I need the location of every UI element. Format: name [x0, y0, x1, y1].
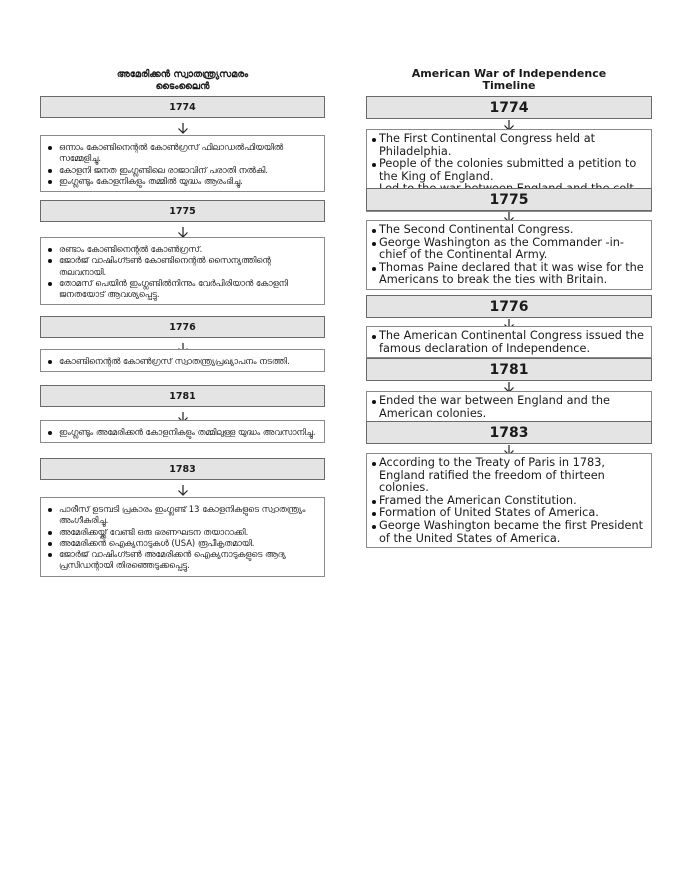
event-item: People of the colonies submitted a petition to the King of England. [371, 158, 647, 183]
event-item: George Washington became the first President of the United States of America. [371, 520, 647, 545]
left-year-1781: 1781 [40, 385, 325, 407]
event-list [47, 427, 316, 438]
event-list [371, 395, 647, 420]
right-events-box-1776 [366, 326, 652, 358]
event-item: അമേരിക്കൻ ഐക്യനാടുകൾ (USA) രൂപീകൃതമായി. [47, 538, 316, 549]
right-events-box-1781 [366, 391, 652, 423]
event-item: അമേരിക്കയ്ക്ക് വേണ്ടി ഒരു ഭരണഘടന തയാറാക്കി. [47, 527, 316, 538]
english-title-line2: Timeline [482, 79, 536, 92]
left-year-1774: 1774 [40, 96, 325, 118]
event-list [371, 224, 647, 287]
english-title-line1: American War of Independence [411, 67, 607, 80]
right-year-1783: 1783 [366, 421, 652, 444]
event-item: The First Continental Congress held at Philadelphia. [371, 133, 647, 158]
left-events-box-1781 [40, 420, 325, 443]
event-item: Thomas Paine declared that it was wise for the Americans to break the ties with Britain. [371, 262, 647, 287]
event-item: The American Continental Congress issued the famous declaration of Independence. [371, 330, 647, 355]
event-item: തോമസ് പെയിൻ ഇംഗ്ലണ്ടിൽനിന്നും വേർപിരിയാൻ കോളനി ജനതയോട് ആവശ്യപ്പെട്ടു. [47, 278, 316, 301]
left-year-1783: 1783 [40, 458, 325, 480]
event-list [47, 504, 316, 572]
event-item: കോളനി ജനത ഇംഗ്ലണ്ടിലെ രാജാവിന് പരാതി നൽകി. [47, 165, 316, 176]
left-events-box-1775 [40, 237, 325, 305]
event-list [47, 356, 316, 367]
event-item: Framed the American Constitution. [371, 495, 647, 508]
down-arrow-icon [176, 485, 190, 496]
left-events-box-1783 [40, 497, 325, 577]
right-year-1776: 1776 [366, 295, 652, 318]
event-list [371, 330, 647, 355]
event-item: ഇംഗ്ലണ്ടും കോളനികളും തമ്മിൽ യുദ്ധം ആരംഭിച്ചു. [47, 176, 316, 187]
left-year-1776: 1776 [40, 316, 325, 338]
event-item: The Second Continental Congress. [371, 224, 647, 237]
left-events-box-1776 [40, 349, 325, 372]
right-events-box-1775 [366, 220, 652, 290]
event-item: ജോർജ് വാഷിംഗ്ടൺ അമേരിക്കൻ ഐക്യനാടുകളുടെ ആദ്യ പ്രസിഡന്റായി തിരഞ്ഞെടുക്കപ്പെട്ടു. [47, 549, 316, 572]
event-list [47, 142, 316, 187]
right-events-box-1783 [366, 453, 652, 548]
malayalam-title-line2: ടൈംലൈൻ [155, 81, 210, 92]
left-year-1775: 1775 [40, 200, 325, 222]
event-item: രണ്ടാം കോണ്ടിനെന്റൽ കോൺഗ്രസ്. [47, 244, 316, 255]
right-year-1775: 1775 [366, 188, 652, 211]
left-events-box-1774 [40, 135, 325, 192]
event-item: ഇംഗ്ലണ്ടും അമേരിക്കൻ കോളനികളും തമ്മിലുള്ള യുദ്ധം അവസാനിച്ചു. [47, 427, 316, 438]
event-item: Ended the war between England and the American colonies. [371, 395, 647, 420]
right-year-1774: 1774 [366, 96, 652, 119]
event-list [47, 244, 316, 300]
event-item: George Washington as the Commander -in- chief of the Continental Army. [371, 237, 647, 262]
right-year-1781: 1781 [366, 358, 652, 381]
event-item: According to the Treaty of Paris in 1783, England ratified the freedom of thirteen colonies. [371, 457, 647, 495]
event-item: ജോർജ് വാഷിംഗ്ടൺ കോണ്ടിനെന്റൽ സൈന്യത്തിന്റെ തലവനായി. [47, 255, 316, 278]
event-item: Formation of United States of America. [371, 507, 647, 520]
event-item: പാരീസ് ഉടമ്പടി പ്രകാരം ഇംഗ്ലണ്ട് 13 കോളനികളുടെ സ്വാതന്ത്ര്യം അംഗീകരിച്ചു. [47, 504, 316, 527]
malayalam-title-line1: അമേരിക്കൻ സ്വാതന്ത്ര്യസമരം [116, 69, 249, 80]
down-arrow-icon [176, 123, 190, 134]
malayalam-title [40, 69, 325, 93]
event-item: കോണ്ടിനെന്റൽ കോൺഗ്രസ് സ്വാതന്ത്ര്യപ്രഖ്യാപനം നടത്തി. [47, 356, 316, 367]
english-title [366, 68, 652, 92]
event-list [371, 457, 647, 545]
event-item: ഒന്നാം കോണ്ടിനെന്റൽ കോൺഗ്രസ് ഫിലാഡൽഫിയയിൽ സമ്മേളിച്ചു. [47, 142, 316, 165]
